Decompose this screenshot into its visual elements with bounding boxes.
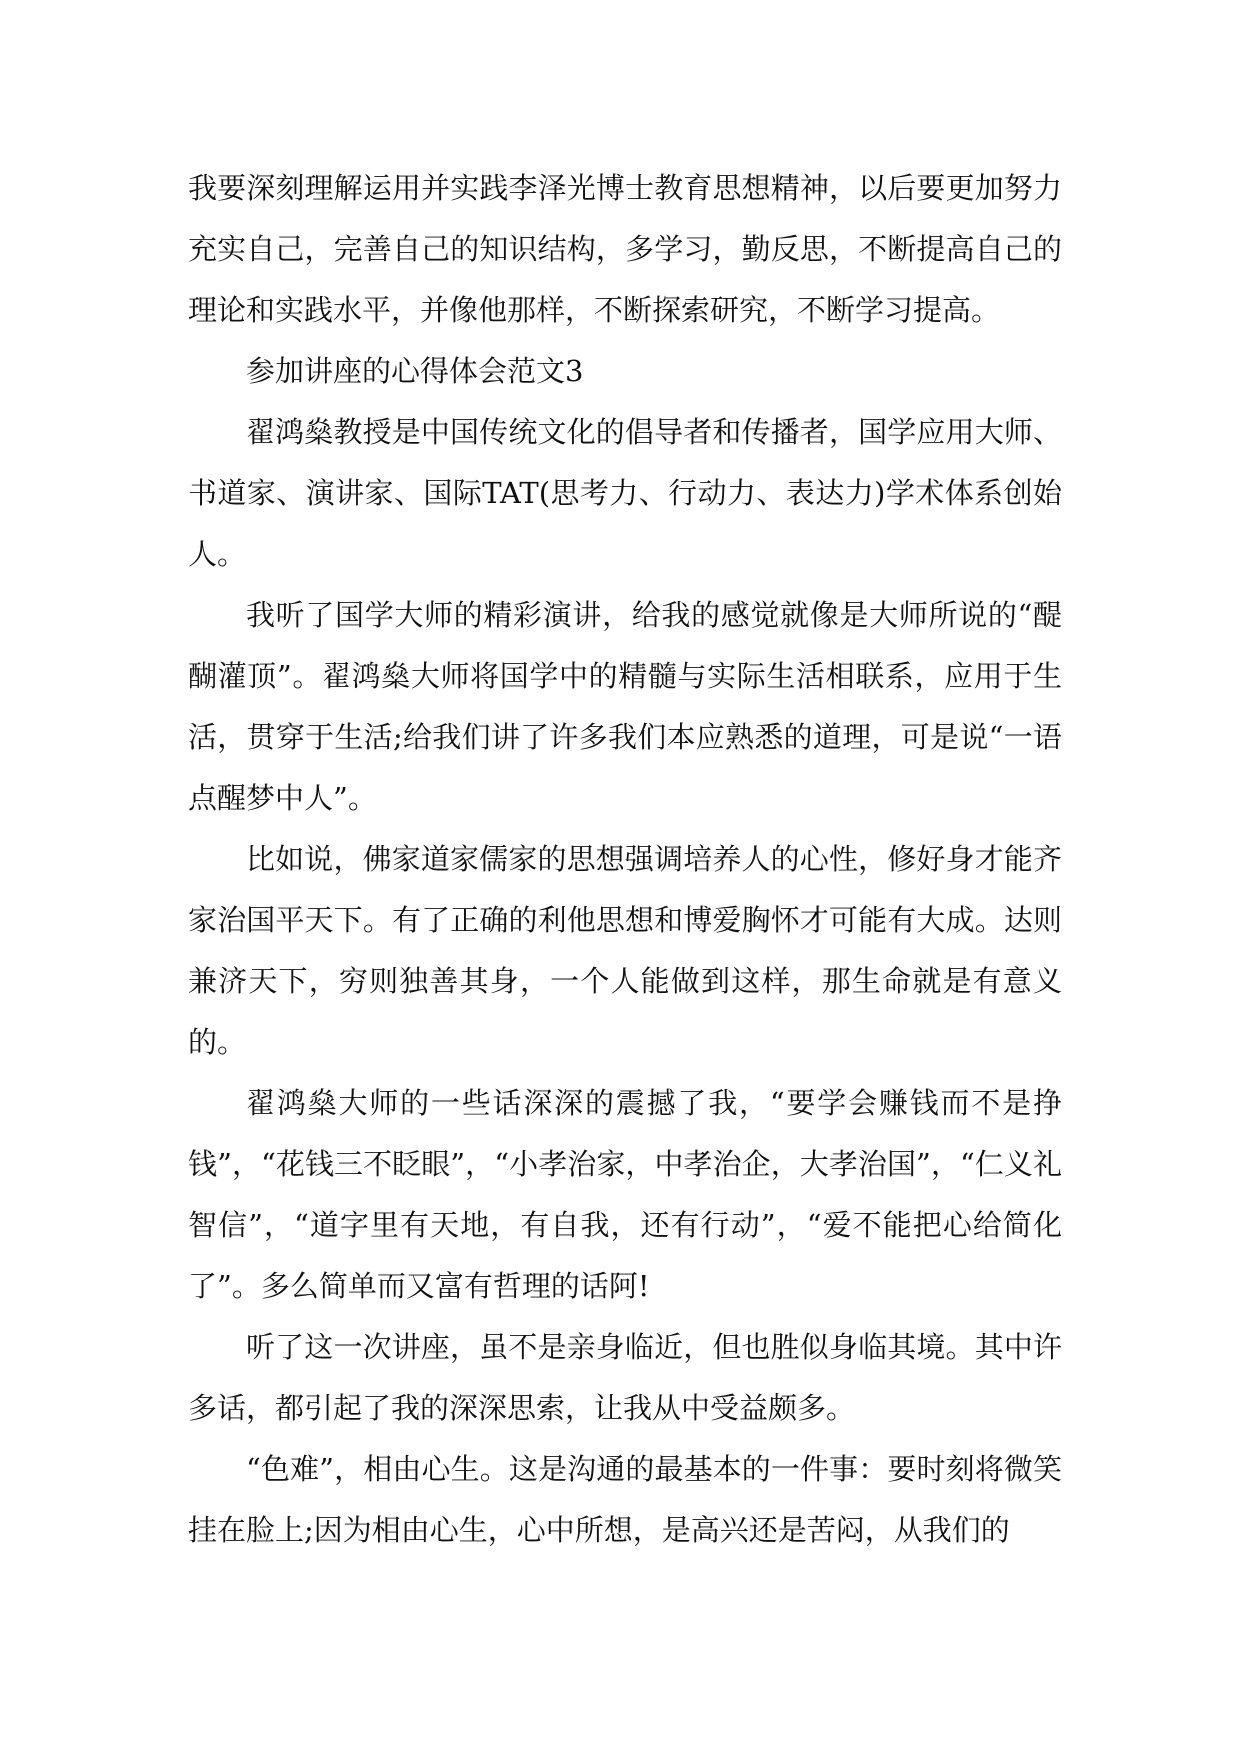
- section-heading: 参加讲座的心得体会范文3: [246, 354, 584, 388]
- paragraph-7: “色难”，相由心生。这是沟通的最基本的一件事：要时刻将微笑挂在脸上;因为相由心生，心中所想，是高兴还是苦闷，从我们的: [188, 1452, 1062, 1547]
- paragraph-5: 翟鸿燊大师的一些话深深的震撼了我，“要学会赚钱而不是挣钱”，“花钱三不眨眼”，“小孝治家，中孝治企，大孝治国”，“仁义礼智信”，“道字里有天地，有自我，还有行动”，“爱不能把心给简化了”。多么简单而又富有哲理的话阿!: [188, 1086, 1062, 1303]
- paragraph-1: 我要深刻理解运用并实践李泽光博士教育思想精神，以后要更加努力充实自己，完善自己的知识结构，多学习，勤反思，不断提高自己的理论和实践水平，并像他那样，不断探索研究，不断学习提高。: [188, 171, 1062, 327]
- document-body: [188, 158, 1062, 1561]
- paragraph-2: 翟鸿燊教授是中国传统文化的倡导者和传播者，国学应用大师、书道家、演讲家、国际TAT(思考力、行动力、表达力)学术体系创始人。: [188, 415, 1062, 571]
- paragraph-6: 听了这一次讲座，虽不是亲身临近，但也胜似身临其境。其中许多话，都引起了我的深深思索，让我从中受益颇多。: [188, 1330, 1062, 1425]
- paragraph-3: 我听了国学大师的精彩演讲，给我的感觉就像是大师所说的“醍醐灌顶”。翟鸿燊大师将国学中的精髓与实际生活相联系，应用于生活，贯穿于生活;给我们讲了许多我们本应熟悉的道理，可是说“一语点醒梦中人”。: [188, 598, 1062, 815]
- paragraph-4: 比如说，佛家道家儒家的思想强调培养人的心性，修好身才能齐家治国平天下。有了正确的利他思想和博爱胸怀才可能有大成。达则兼济天下，穷则独善其身，一个人能做到这样，那生命就是有意义的。: [188, 842, 1062, 1059]
